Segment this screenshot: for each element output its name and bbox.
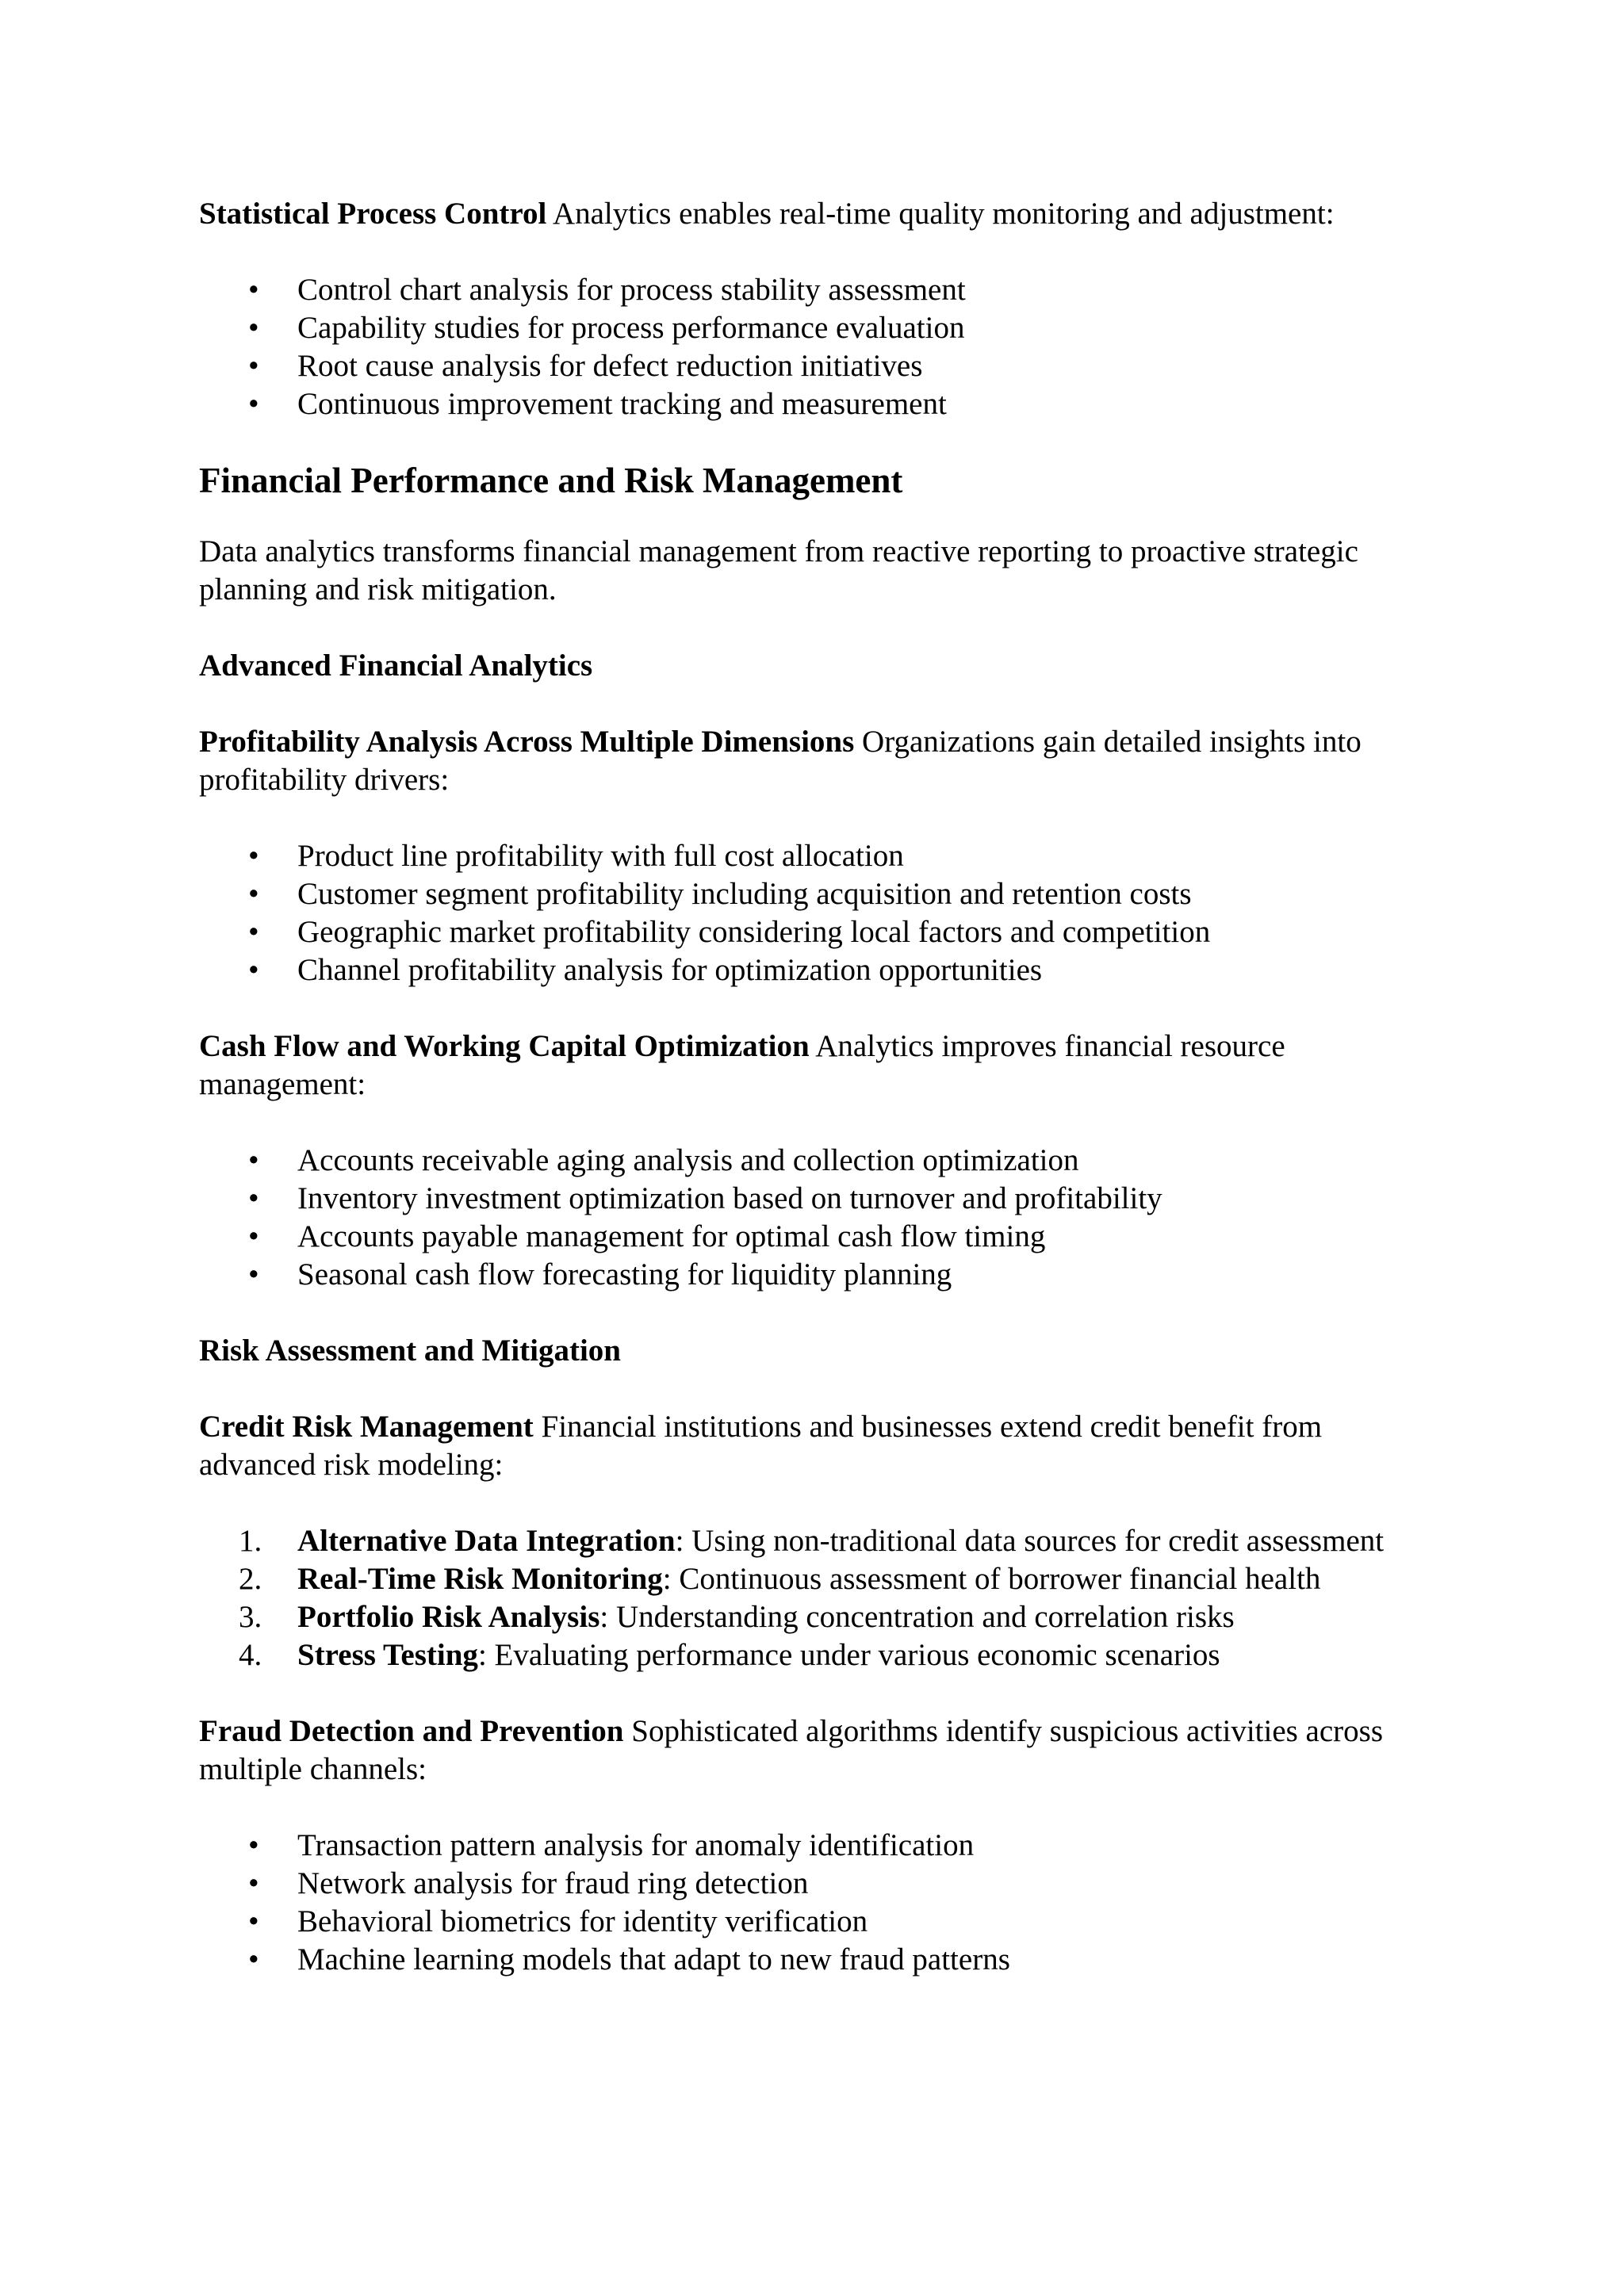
profitability-list [199, 837, 1436, 989]
spc-title: Statistical Process Control [199, 197, 547, 231]
list-number: 3. [239, 1600, 262, 1634]
list-number: 2. [239, 1562, 262, 1596]
credit-text: Financial institutions and businesses extend credit benefit from advanced risk modeling: [199, 1410, 1323, 1482]
fraud-paragraph [199, 1712, 1436, 1789]
credit-paragraph [199, 1408, 1436, 1484]
list-desc: : Continuous assessment of borrower financial health [662, 1562, 1321, 1596]
list-term: Portfolio Risk Analysis [297, 1600, 600, 1634]
spc-text: Analytics enables real-time quality monitoring and adjustment: [546, 197, 1335, 231]
list-term: Real-Time Risk Monitoring [297, 1562, 663, 1596]
fraud-list [199, 1827, 1436, 1979]
fraud-text: Sophisticated algorithms identify suspicious activities across multiple channels: [199, 1714, 1384, 1786]
cashflow-title: Cash Flow and Working Capital Optimization [199, 1029, 810, 1063]
section-heading-financial: Financial Performance and Risk Management [199, 461, 903, 500]
list-item: • Accounts payable management for optimal cash flow timing [199, 1218, 1436, 1256]
list-term: Alternative Data Integration [297, 1524, 676, 1558]
list-item: • Continuous improvement tracking and measurement [199, 385, 1436, 423]
cashflow-text: Analytics improves financial resource management: [199, 1029, 1285, 1101]
list-item: • Machine learning models that adapt to new fraud patterns [199, 1941, 1436, 1979]
list-item: • Transaction pattern analysis for anomaly identification [199, 1827, 1436, 1865]
document-page [199, 195, 1436, 2017]
profitability-title: Profitability Analysis Across Multiple Dimensions [199, 725, 855, 759]
list-item: • Behavioral biometrics for identity verification [199, 1903, 1436, 1941]
list-desc: : Using non-traditional data sources for credit assessment [675, 1524, 1385, 1558]
list-item: • Inventory investment optimization based on turnover and profitability [199, 1180, 1436, 1218]
spc-paragraph [199, 195, 1436, 233]
list-desc: : Understanding concentration and correlation risks [599, 1600, 1235, 1634]
list-item [199, 1636, 1436, 1674]
cashflow-paragraph [199, 1027, 1436, 1104]
fraud-title: Fraud Detection and Prevention [199, 1714, 624, 1748]
list-item: • Channel profitability analysis for optimization opportunities [199, 951, 1436, 989]
spc-list [199, 271, 1436, 423]
list-item: • Root cause analysis for defect reduction initiatives [199, 347, 1436, 385]
list-item [199, 1598, 1436, 1636]
list-number: 1. [239, 1524, 262, 1558]
financial-intro: Data analytics transforms financial management from reactive reporting to proactive strategic planning and risk mitigation. [199, 534, 1358, 607]
subheading-risk-assessment: Risk Assessment and Mitigation [199, 1334, 621, 1368]
credit-list [199, 1522, 1436, 1674]
list-item: • Customer segment profitability including acquisition and retention costs [199, 875, 1436, 913]
list-item: • Seasonal cash flow forecasting for liquidity planning [199, 1256, 1436, 1294]
list-desc: : Evaluating performance under various economic scenarios [477, 1638, 1220, 1672]
cashflow-list [199, 1142, 1436, 1294]
list-item: • Geographic market profitability considering local factors and competition [199, 913, 1436, 951]
list-item [199, 1560, 1436, 1598]
list-item: • Capability studies for process performance evaluation [199, 309, 1436, 347]
list-item: • Product line profitability with full cost allocation [199, 837, 1436, 875]
profitability-text: Organizations gain detailed insights into profitability drivers: [199, 725, 1362, 797]
credit-title: Credit Risk Management [199, 1410, 534, 1444]
list-item [199, 1522, 1436, 1560]
list-term: Stress Testing [297, 1638, 478, 1672]
list-item: • Control chart analysis for process stability assessment [199, 271, 1436, 309]
profitability-paragraph [199, 723, 1436, 799]
subheading-advanced-analytics: Advanced Financial Analytics [199, 649, 593, 683]
list-item: • Network analysis for fraud ring detection [199, 1865, 1436, 1903]
list-item: • Accounts receivable aging analysis and collection optimization [199, 1142, 1436, 1180]
list-number: 4. [239, 1638, 262, 1672]
